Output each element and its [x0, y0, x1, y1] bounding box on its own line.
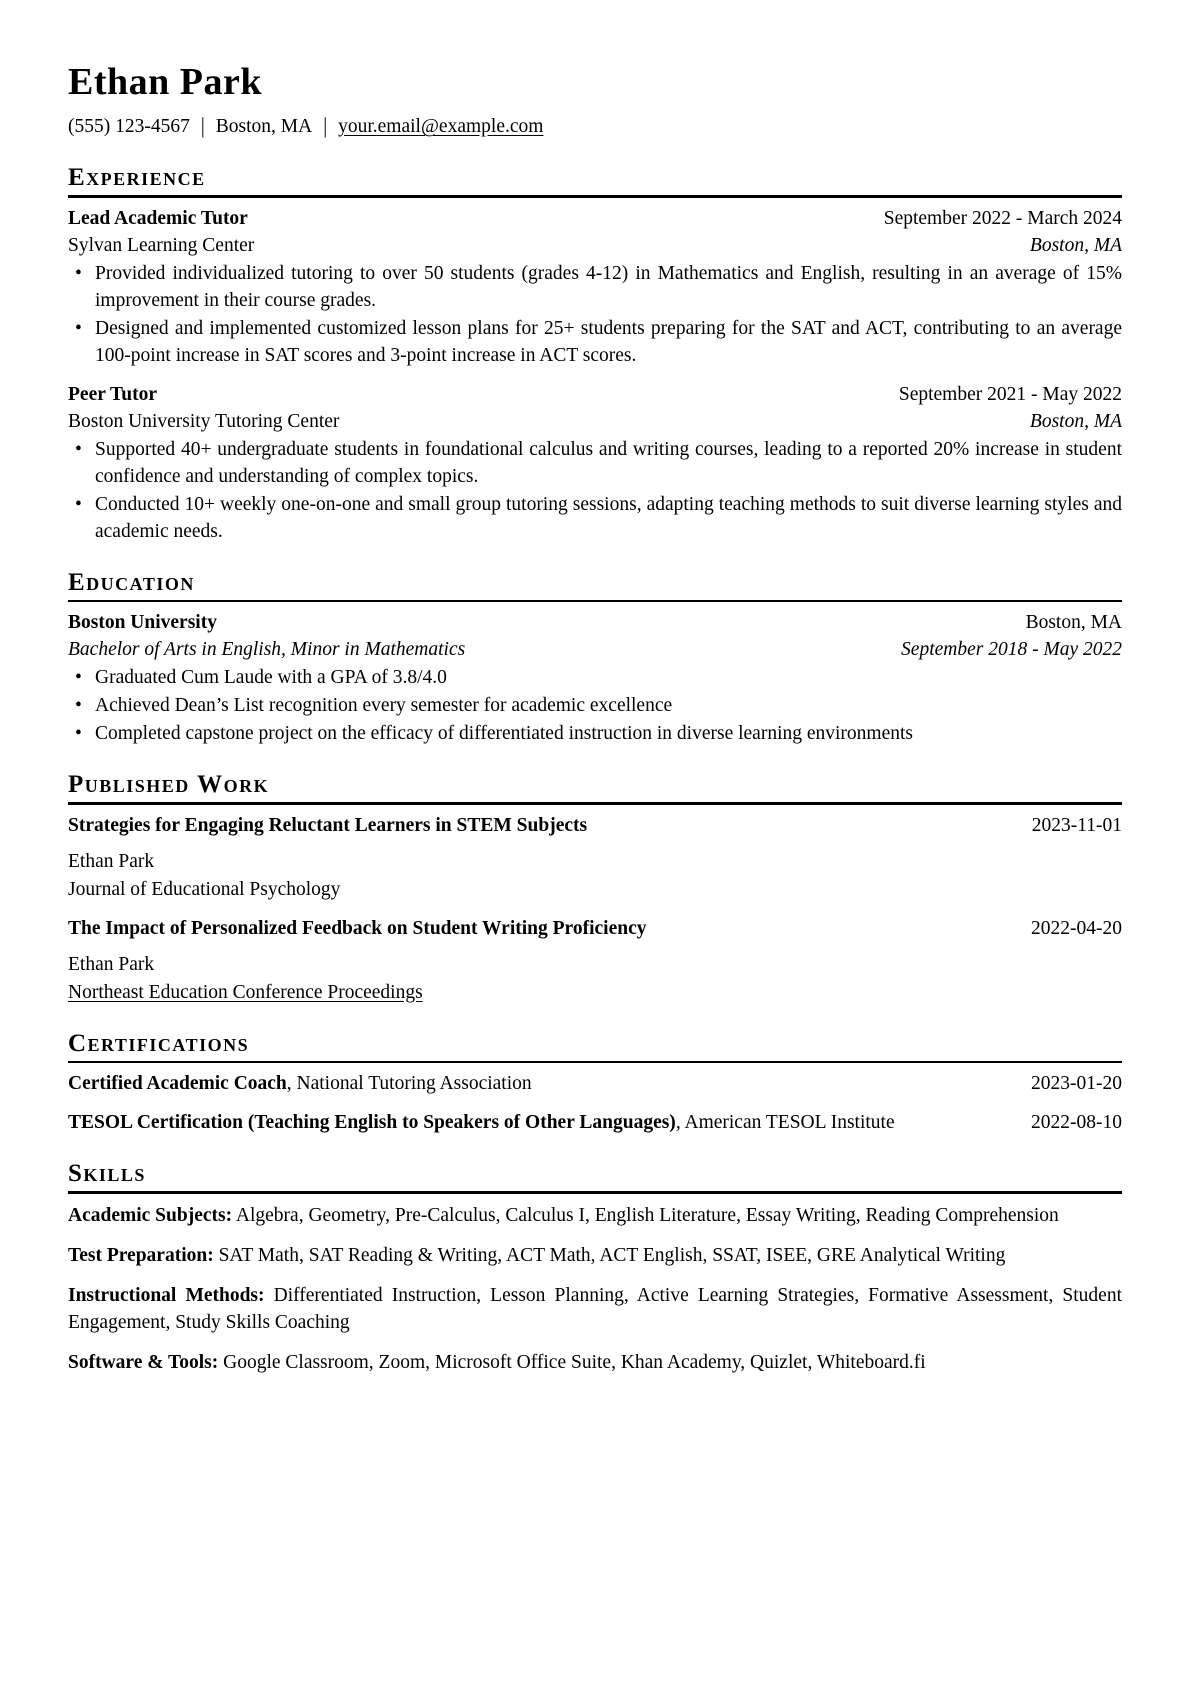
skill-category-items: Algebra, Geometry, Pre-Calculus, Calculus I, English Literature, Essay Writing, Reading Comprehension — [232, 1204, 1059, 1226]
experience-entry — [68, 205, 1122, 369]
certification-issuer: , National Tutoring Association — [286, 1073, 532, 1094]
publication-author: Ethan Park — [68, 953, 155, 975]
skill-category-label: Instructional Methods: — [68, 1284, 265, 1306]
bullet-text: Achieved Dean’s List recognition every semester for academic excellence — [95, 695, 673, 716]
skill-category — [68, 1282, 1122, 1336]
education-dates: September 2018 - May 2022 — [901, 639, 1122, 660]
job-location: Boston, MA — [1029, 410, 1122, 432]
section-divider — [68, 802, 1122, 805]
skill-category — [68, 1202, 1122, 1229]
publication-date: 2022-04-20 — [1031, 917, 1122, 939]
certification-name: TESOL Certification (Teaching English to Speakers of Other Languages) — [68, 1112, 676, 1133]
publication-date: 2023-11-01 — [1031, 814, 1122, 836]
job-organization: Boston University Tutoring Center — [68, 410, 340, 432]
bullet-icon: • — [75, 438, 82, 460]
section-divider — [68, 195, 1122, 198]
bullet-icon: • — [75, 493, 82, 515]
publication-title: Strategies for Engaging Reluctant Learners in STEM Subjects — [68, 814, 588, 836]
section-education — [68, 569, 1122, 748]
skill-category-label: Test Preparation: — [68, 1244, 214, 1266]
publication-author: Ethan Park — [68, 850, 155, 872]
certification-issuer: , American TESOL Institute — [675, 1112, 895, 1133]
job-bullet — [68, 315, 1122, 369]
job-title: Lead Academic Tutor — [68, 207, 248, 229]
job-dates: September 2022 - March 2024 — [883, 207, 1122, 229]
section-divider — [68, 600, 1122, 603]
section-skills — [68, 1160, 1122, 1376]
bullet-text: Provided individualized tutoring to over 50 students (grades 4-12) in Mathematics and English, resulting in an average of 15% improvement in their course grades. — [95, 262, 1122, 311]
skill-category-items: SAT Math, SAT Reading & Writing, ACT Math, ACT English, SSAT, ISEE, GRE Analytical Writing — [213, 1244, 1006, 1266]
publication-title: The Impact of Personalized Feedback on Student Writing Proficiency — [68, 917, 647, 939]
education-entry — [68, 609, 1122, 747]
bullet-icon: • — [75, 262, 82, 284]
institution-location: Boston, MA — [1025, 612, 1122, 633]
contact-line — [68, 113, 1122, 140]
certification-date: 2023-01-20 — [1031, 1073, 1122, 1094]
certification-date: 2022-08-10 — [1031, 1112, 1122, 1133]
job-bullet — [68, 260, 1122, 314]
skill-category-items: Differentiated Instruction, Lesson Planning, Active Learning Strategies, Formative Assessment, Student Engagement, Study Skills Coaching — [68, 1284, 1123, 1333]
section-heading-experience: Experience — [68, 164, 206, 191]
section-heading-certifications: Certifications — [68, 1029, 250, 1057]
degree: Bachelor of Arts in English, Minor in Mathematics — [68, 639, 466, 660]
section-heading-education: Education — [68, 568, 195, 596]
job-dates: September 2021 - May 2022 — [898, 383, 1122, 405]
education-bullet — [68, 692, 1122, 719]
education-bullet — [68, 664, 1122, 691]
skill-category-label: Academic Subjects: — [68, 1204, 233, 1226]
skill-category — [68, 1349, 1122, 1376]
section-divider — [68, 1061, 1122, 1064]
publication-venue-link[interactable]: Northeast Education Conference Proceedings — [68, 981, 423, 1003]
bullet-text: Completed capstone project on the efficacy of differentiated instruction in diverse learning environments — [95, 723, 914, 744]
skill-category — [68, 1242, 1122, 1269]
job-bullet — [68, 436, 1122, 490]
bullet-text: Conducted 10+ weekly one-on-one and small group tutoring sessions, adapting teaching methods to suit diverse learning styles and academic needs. — [95, 493, 1122, 542]
section-certifications — [68, 1030, 1122, 1137]
publication-venue: Journal of Educational Psychology — [68, 878, 341, 900]
publication-entry — [68, 915, 1122, 1006]
candidate-name: Ethan Park — [68, 61, 262, 103]
job-organization: Sylvan Learning Center — [68, 234, 255, 256]
contact-separator: | — [200, 114, 205, 139]
skill-category-label: Software & Tools: — [68, 1351, 219, 1373]
institution-name: Boston University — [68, 612, 217, 633]
contact-phone: (555) 123-4567 — [68, 116, 190, 137]
section-published-work — [68, 771, 1122, 1006]
contact-location: Boston, MA — [215, 116, 313, 137]
contact-separator: | — [323, 114, 328, 139]
bullet-icon: • — [75, 667, 82, 688]
certification-name: Certified Academic Coach — [68, 1073, 287, 1094]
email-link[interactable]: your.email@example.com — [338, 116, 544, 137]
section-heading-published-work: Published Work — [68, 771, 270, 798]
bullet-icon: • — [75, 317, 82, 339]
section-divider — [68, 1191, 1122, 1194]
certification-entry — [68, 1070, 1122, 1097]
section-experience — [68, 164, 1122, 545]
certification-entry — [68, 1109, 1122, 1136]
publication-entry — [68, 812, 1122, 903]
bullet-text: Supported 40+ undergraduate students in foundational calculus and writing courses, leading to a reported 20% increase in student confidence and understanding of complex topics. — [95, 438, 1122, 487]
bullet-icon: • — [75, 695, 82, 716]
skill-category-items: Google Classroom, Zoom, Microsoft Office Suite, Khan Academy, Quizlet, Whiteboard.fi — [218, 1351, 926, 1373]
section-heading-skills: Skills — [68, 1160, 146, 1187]
job-title: Peer Tutor — [68, 383, 158, 405]
education-bullet — [68, 720, 1122, 747]
bullet-text: Designed and implemented customized lesson plans for 25+ students preparing for the SAT and ACT, contributing to an average 100-point increase in SAT scores and 3-point increase in ACT scores. — [95, 317, 1122, 366]
bullet-icon: • — [75, 723, 82, 744]
job-bullet — [68, 491, 1122, 545]
job-location: Boston, MA — [1029, 234, 1122, 256]
experience-entry — [68, 381, 1122, 545]
bullet-text: Graduated Cum Laude with a GPA of 3.8/4.0 — [95, 667, 447, 688]
